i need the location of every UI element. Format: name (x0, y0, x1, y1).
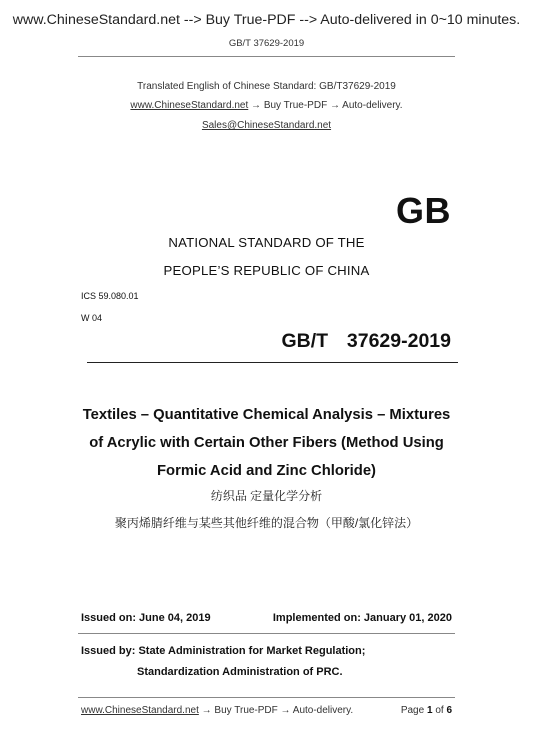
page-indicator (401, 705, 452, 716)
issued-by-line2: Standardization Administration of PRC. (137, 666, 343, 678)
national-standard-line2: PEOPLE’S REPUBLIC OF CHINA (163, 263, 370, 278)
translation-note: Translated English of Chinese Standard: GB/T37629-2019 (137, 81, 396, 92)
email-line (0, 120, 533, 131)
national-standard-line1: NATIONAL STANDARD OF THE (168, 235, 365, 250)
english-title-line3: Formic Acid and Zinc Chloride) (157, 463, 376, 479)
page-of: of (435, 705, 444, 716)
page-label: Page (400, 705, 425, 716)
chinese-title-line2: 聚丙烯腈纤维与某些其他纤维的混合物（甲酸/氯化锌法） (114, 516, 419, 530)
footer-site-link[interactable]: www.ChineseStandard.net (81, 705, 199, 716)
links-rest-text: → Buy True-PDF → Auto-delivery. (248, 100, 403, 111)
implemented-on-date: Implemented on: January 01, 2020 (272, 612, 452, 624)
gb-mark: GB (396, 190, 451, 231)
footer-links (81, 705, 353, 716)
page-current: 1 (426, 705, 433, 716)
standard-code: GB/T 37629-2019 (281, 330, 451, 352)
header-std-number: GB/T 37629-2019 (228, 38, 305, 49)
page-total: 6 (446, 705, 452, 716)
english-title (0, 401, 533, 485)
email-link[interactable]: Sales@ChineseStandard.net (201, 120, 332, 131)
english-title-line1: Textiles – Quantitative Chemical Analysis – Mixtures (82, 407, 451, 423)
issued-on-date: Issued on: June 04, 2019 (81, 612, 211, 624)
top-banner: www.ChineseStandard.net --> Buy True-PDF --> Auto-delivered in 0~10 minutes. (12, 12, 521, 28)
issued-by-line1: Issued by: State Administration for Market Regulation; (81, 645, 366, 657)
standard-code-rule (87, 362, 458, 363)
english-title-line2: of Acrylic with Certain Other Fibers (Method Using (89, 435, 444, 451)
footer-links-rest: → Buy True-PDF → Auto-delivery. (198, 705, 354, 716)
ics-code: ICS 59.080.01 (81, 291, 139, 301)
footer-divider (78, 697, 455, 698)
chinese-title-line1: 纺织品 定量化学分析 (210, 489, 323, 503)
translation-links (0, 100, 533, 111)
site-link[interactable]: www.ChineseStandard.net (130, 100, 249, 111)
dates-divider (78, 633, 455, 634)
header-divider (78, 56, 455, 57)
ccs-code: W 04 (81, 313, 103, 323)
